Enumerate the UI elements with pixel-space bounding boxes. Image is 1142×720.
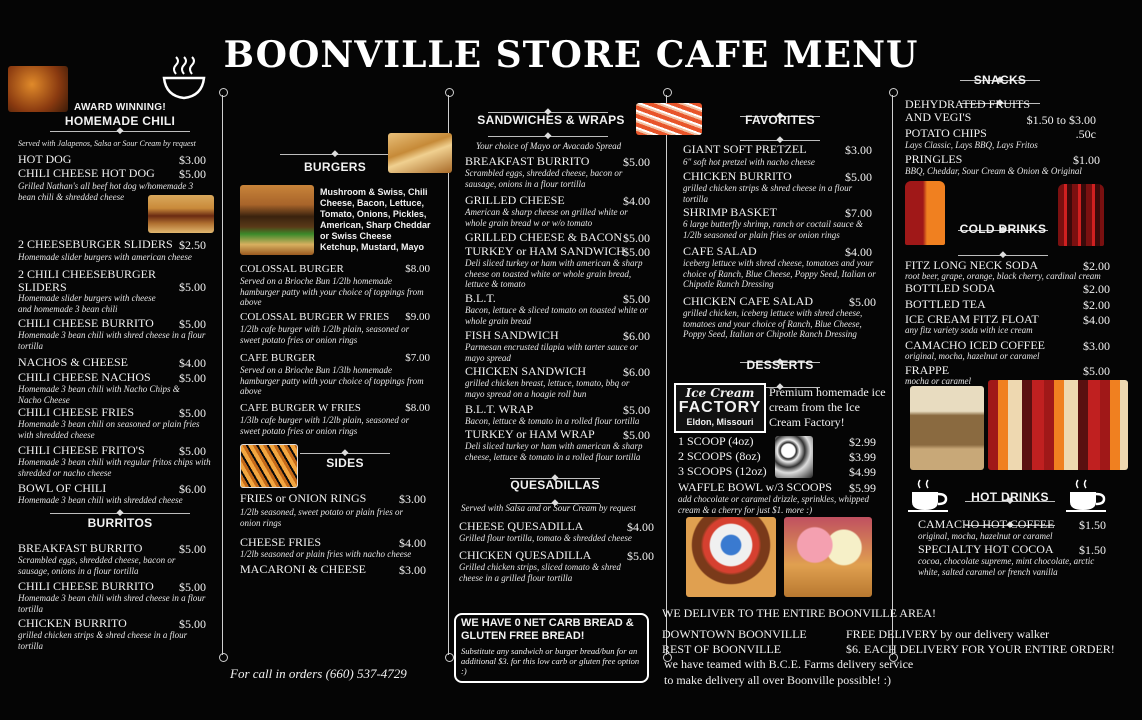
menu-item-name: TURKEY or HAM WRAP [465,427,595,441]
quesadillas-heading: QUESADILLAS [510,478,600,492]
menu-item-desc: Bacon, lettuce & tomato in a rolled flour tortilla [465,416,640,426]
burger-photo [240,185,314,255]
menu-item-desc: BBQ, Cheddar, Sour Cream & Onion & Original [905,166,1082,176]
menu-item-price: $5.00 [623,245,650,259]
menu-item-desc: Homemade 3 bean chili on seasoned or plain fries with shredded cheese [18,419,200,440]
menu-item-desc: Grilled Nathan's all beef hot dog w/homemade 3 bean chili & shredded cheese [18,181,194,202]
logo-line-2: FACTORY [678,399,762,416]
menu-item-price: $5.00 [179,444,206,458]
slider-photo [148,195,214,233]
menu-item-price: $5.00 [179,542,206,556]
menu-item-name: DEHYDRATED FRUITS AND VEGI'S [905,97,1031,124]
menu-item-name: SPECIALTY HOT COCOA [918,542,1054,556]
premium-ice-cream-text: Premium homemade ice cream from the Ice Cream Factory! [769,385,886,429]
menu-item-price: $6.00 [623,329,650,343]
delivery-zone-1-info: FREE DELIVERY by our delivery walker [846,627,1050,641]
menu-item-price: $3.00 [1083,339,1110,353]
menu-item-desc: Grilled flour tortilla, tomato & shredded cheese [459,533,632,543]
menu-item-price: $3.00 [399,492,426,506]
menu-item-desc: 1/2lb cafe burger with 1/2lb plain, seasoned or sweet potato fries or onion rings [240,324,410,345]
menu-item-price: $1.50 [1079,518,1106,532]
sides-heading: SIDES [326,456,364,470]
menu-item-name: CAFE BURGER W FRIES [240,402,361,414]
menu-item-price: $4.00 [399,536,426,550]
menu-item-name: COLOSSAL BURGER [240,263,344,275]
menu-item-desc: Scrambled eggs, shredded cheese, bacon or sausage, onions in a flour tortilla [465,168,623,189]
menu-item-name: GRILLED CHEESE [465,193,565,207]
carb-box-text: Substitute any sandwich or burger bread/bun for an additional $3. for this low carb or gluten free option :) [461,646,640,676]
menu-item-name: 2 CHILI CHEESEBURGER SLIDERS [18,267,156,294]
menu-item-price: $2.00 [1083,282,1110,296]
menu-item-name: CHICKEN BURRITO [683,169,792,183]
menu-item-name: FISH SANDWICH [465,328,559,342]
menu-item-desc: 6" soft hot pretzel with nacho cheese [683,157,815,167]
menu-item-desc: Homemade slider burgers with cheese and homemade 3 bean chili [18,293,156,314]
quesadillas-note: Served with Salsa and or Sour Cream by request [461,503,636,513]
menu-item-price: $5.99 [849,481,876,495]
menu-item-name: FRAPPE [905,363,950,377]
menu-item-name: 1 SCOOP (4oz) [678,434,754,448]
cold-drinks-heading: COLD DRINKS [959,222,1047,236]
menu-item-desc: original, mocha, hazelnut or caramel [918,531,1053,541]
menu-item-desc: Served on a Brioche Bun 1/3lb homemade hamburger patty with your choice of toppings from above [240,365,424,396]
menu-item-name: CAFE BURGER [240,352,316,364]
grilled-cheese-photo [388,133,452,173]
menu-item-price: $2.00 [1083,298,1110,312]
menu-item-name: MACARONI & CHEESE [240,562,367,576]
cookies-cream-photo [775,436,813,478]
ornament-divider [300,453,390,454]
menu-item-name: FRIES or ONION RINGS [240,491,367,505]
menu-item-name: B.L.T. WRAP [465,402,534,416]
menu-item-price: $4.00 [1083,313,1110,327]
menu-item-price: $2.50 [179,238,206,252]
menu-item-price: $4.99 [849,465,876,479]
favorites-heading: FAVORITES [745,113,815,127]
hot-drinks-heading: HOT DRINKS [971,490,1049,504]
menu-item-desc: Grilled chicken strips, sliced tomato & shred cheese in a grilled flour tortilla [459,562,621,583]
soup-bowl-icon [160,56,208,102]
menu-item-name: CHILI CHEESE FRIES [18,405,135,419]
menu-item-desc: Homemade 3 bean chili with shred cheese in a flour tortilla [18,593,206,614]
burger-toppings: Mushroom & Swiss, Chili Cheese, Bacon, Lettuce, Tomato, Onions, Pickles, American, Sharp Cheddar or Swiss Cheese Ketchup, Mustard, Mayo [320,187,431,252]
frappe-photo [910,386,984,470]
delivery-zone-2: REST OF BOONVILLE [662,642,782,656]
menu-item-price: $5.00 [623,292,650,306]
logo-line-1: Ice Cream [685,386,755,400]
delivery-headline: WE DELIVER TO THE ENTIRE BOONVILLE AREA! [662,606,936,620]
menu-item-desc: Deli sliced turkey or ham with american & sharp cheese, lettuce & tomato in a rolled flour tortilla [465,441,643,462]
menu-item-desc: grilled chicken strips & shred cheese in a flour tortilla [683,183,853,204]
call-in-phone: For call in orders (660) 537-4729 [230,666,407,681]
menu-item-price: .50c [1075,127,1096,141]
menu-item-price: $5.00 [623,155,650,169]
menu-item-price: $8.00 [405,263,430,275]
menu-item-name: CAMACHO HOT COFFEE [918,517,1055,531]
fitz-soda-photo [905,181,945,245]
menu-item-price: $7.00 [405,352,430,364]
menu-item-name: WAFFLE BOWL w/3 SCOOPS [678,480,832,494]
column-divider [666,95,667,655]
menu-item-desc: Homemade 3 bean chili with shred cheese in a flour tortilla [18,330,206,351]
desserts-heading: DESSERTS [746,358,814,372]
fries-photo [240,444,298,488]
column-divider [892,95,893,655]
menu-item-desc: original, mocha, hazelnut or caramel [905,351,1040,361]
menu-item-desc: cocoa, chocolate supreme, mint chocolate, arctic white, salted caramel or french vanilla [918,556,1095,577]
menu-item-price: $4.00 [845,245,872,259]
menu-item-desc: root beer, grape, orange, black cherry, cardinal cream [905,271,1101,281]
menu-item-price: $5.00 [179,280,206,294]
carb-bread-box [454,613,649,683]
menu-item-name: HOT DOG [18,152,72,166]
menu-item-price: $3.00 [399,563,426,577]
page-title: BOONVILLE STORE CAFE MENU [223,34,919,76]
ornament-divider [958,255,1048,256]
menu-item-name: SHRIMP BASKET [683,205,777,219]
menu-item-name: GRILLED CHEESE & BACON [465,230,622,244]
menu-item-price: $5.00 [179,617,206,631]
delivery-zone-1: DOWNTOWN BOONVILLE [662,627,807,641]
menu-item-desc: 1/2lb seasoned or plain fries with nacho cheese [240,549,412,559]
snacks-heading: SNACKS [973,73,1027,87]
menu-item-desc: Homemade 3 bean chili with Nacho Chips & Nacho Cheese [18,384,180,405]
menu-item-price: $3.00 [845,143,872,157]
menu-item-desc: Bacon, lettuce & sliced tomato on toasted white or whole grain bread [465,305,648,326]
menu-item-price: $5.00 [845,170,872,184]
menu-item-price: $7.00 [845,206,872,220]
menu-item-desc: Parmesan encrusted tilapia with tarter sauce or mayo spread [465,342,638,363]
ice-cream-factory-logo [674,383,766,433]
menu-item-name: ICE CREAM FITZ FLOAT [905,312,1039,326]
menu-item-name: POTATO CHIPS [905,126,987,140]
menu-item-name: CHILI CHEESE NACHOS [18,370,151,384]
menu-item-name: B.L.T. [465,291,496,305]
menu-item-desc: grilled chicken, iceberg lettuce with shred cheese, tomatoes and your choice of Ranch, Blue Cheese, Poppy Seed, Italian or Chipotle Ranch Dressing [683,308,863,339]
menu-item-desc: Lays Classic, Lays BBQ, Lays Fritos [905,140,1038,150]
ornament-divider [740,140,820,141]
menu-item-price: $5.00 [849,295,876,309]
menu-item-price: $9.00 [405,311,430,323]
menu-item-price: $5.00 [627,549,654,563]
column-divider [448,95,449,655]
menu-item-name: CHICKEN SANDWICH [465,364,586,378]
menu-item-price: $1.50 [1079,543,1106,557]
menu-item-desc: American & sharp cheese on grilled white or whole grain bread w or w/o tomato [465,207,628,228]
menu-item-desc: 1/2lb seasoned, sweet potato or plain fries or onion rings [240,507,403,528]
logo-line-3: Eldon, Missouri [686,417,754,427]
menu-item-name: NACHOS & CHEESE [18,355,129,369]
menu-item-price: $6.00 [623,365,650,379]
menu-item-name: CHILI CHEESE FRITO'S [18,443,145,457]
delivery-note-1: we have teamed with B.C.E. Farms delivery service [664,657,914,671]
menu-item-price: $5.00 [623,403,650,417]
menu-item-name: 3 SCOOPS (12oz) [678,464,767,478]
menu-item-price: $5.00 [179,580,206,594]
menu-item-price: $5.00 [1083,364,1110,378]
menu-item-name: BREAKFAST BURRITO [465,154,590,168]
ornament-divider [280,154,390,155]
menu-item-price: $3.00 [179,153,206,167]
chili-note: Served with Jalapenos, Salsa or Sour Cream by request [18,139,196,148]
menu-item-desc: Homemade 3 bean chili with shredded cheese [18,495,183,505]
menu-item-name: BOWL OF CHILI [18,481,107,495]
menu-item-name: CHEESE QUESADILLA [459,519,584,533]
delivery-note-2: to make delivery all over Boonville possible! :) [664,673,891,687]
carb-box-title: WE HAVE 0 NET CARB BREAD & GLUTEN FREE BREAD! [461,617,634,642]
menu-item-name: COLOSSAL BURGER W FRIES [240,311,390,323]
menu-item-price: $3.99 [849,450,876,464]
menu-item-price: $5.00 [179,317,206,331]
menu-item-price: $6.00 [179,482,206,496]
menu-item-name: CHILI CHEESE HOT DOG [18,166,155,180]
menu-item-name: CHICKEN CAFE SALAD [683,294,814,308]
menu-item-name: PRINGLES [905,152,963,166]
menu-item-desc: Deli sliced turkey or ham with american & sharp cheese on toasted white or whole grain bread, lettuce & tomato [465,258,643,289]
menu-item-desc: add chocolate or caramel drizzle, sprinkles, whipped cream & a cherry for just $1. more :) [678,494,869,515]
waffle-bowl-photo-1 [686,517,776,597]
menu-item-price: $4.00 [623,194,650,208]
menu-item-price: $2.99 [849,435,876,449]
waffle-bowl-photo-2 [784,517,872,597]
ornament-divider [488,136,608,137]
menu-item-price: $5.00 [179,406,206,420]
menu-item-name: CHILI CHEESE BURRITO [18,316,154,330]
sandwiches-heading: SANDWICHES & WRAPS [477,113,625,127]
chili-award: AWARD WINNING! [74,102,166,113]
menu-item-name: CHICKEN BURRITO [18,616,127,630]
fitz-float-photo [988,380,1128,470]
menu-item-name: CHICKEN QUESADILLA [459,548,592,562]
coffee-cup-icon [1064,476,1110,514]
menu-item-price: $1.00 [1073,153,1100,167]
menu-item-desc: mocha or caramel [905,376,971,386]
chili-photo [8,66,68,112]
menu-item-desc: grilled chicken breast, lettuce, tomato, bbq or mayo spread on a hoagie roll bun [465,378,630,399]
menu-item-price: $5.00 [623,428,650,442]
menu-item-price: $4.00 [179,356,206,370]
menu-item-desc: Homemade slider burgers with american cheese [18,252,192,262]
column-divider [222,95,223,655]
menu-item-name: BREAKFAST BURRITO [18,541,143,555]
menu-item-desc: Homemade 3 bean chili with regular fritos chips with shredded or nacho cheese [18,457,211,478]
menu-item-price: $8.00 [405,402,430,414]
delivery-zone-2-info: $6. EACH DELIVERY FOR YOUR ENTIRE ORDER! [846,642,1115,656]
menu-item-price: $5.00 [179,371,206,385]
menu-item-desc: any fitz variety soda with ice cream [905,325,1033,335]
menu-item-desc: 6 large butterfly shrimp, ranch or coctail sauce & 1/2lb seasoned or plain fries or onion rings [683,219,863,240]
bottled-soda-photo [1058,184,1104,246]
menu-item-name: 2 CHEESEBURGER SLIDERS [18,237,173,251]
menu-item-desc: grilled chicken strips & shred cheese in a flour tortilla [18,630,188,651]
menu-item-name: BOTTLED SODA [905,281,996,295]
menu-item-name: CAFE SALAD [683,244,757,258]
menu-item-name: 2 SCOOPS (8oz) [678,449,761,463]
menu-item-desc: iceberg lettuce with shred cheese, tomatoes and your choice of Ranch, Blue Cheese, Poppy Seed, Italian or Chipotle Ranch Dressing [683,258,876,289]
menu-item-name: GIANT SOFT PRETZEL [683,142,807,156]
menu-item-desc: 1/3lb cafe burger with 1/2lb plain, seasoned or sweet potato fries or onion rings [240,415,410,436]
menu-item-price: $5.00 [179,167,206,181]
menu-item-price: $1.50 to $3.00 [1026,113,1096,127]
menu-item-name: CHILI CHEESE BURRITO [18,579,154,593]
menu-item-price: $5.00 [623,231,650,245]
coffee-cup-icon [906,476,952,514]
menu-item-name: TURKEY or HAM SANDWICH [465,244,625,258]
menu-item-name: FITZ LONG NECK SODA [905,258,1038,272]
bacon-photo [636,103,702,135]
menu-item-price: $4.00 [627,520,654,534]
menu-item-name: CAMACHO ICED COFFEE [905,338,1046,352]
ornament-divider [50,513,190,514]
menu-item-price: $2.00 [1083,259,1110,273]
menu-item-desc: Served on a Brioche Bun 1/2lb homemade hamburger patty with your choice of toppings from above [240,276,424,307]
menu-item-desc: Scrambled eggs, shredded cheese, bacon or sausage, onions in a flour tortilla [18,555,176,576]
burgers-heading: BURGERS [303,160,367,174]
ornament-divider [50,131,190,132]
sandwiches-note: Your choice of Mayo or Avacado Spread [476,141,622,151]
chili-heading: HOMEMADE CHILI [64,114,176,128]
menu-item-name: CHEESE FRIES [240,535,322,549]
menu-item-name: BOTTLED TEA [905,297,986,311]
burritos-heading: BURRITOS [87,516,153,530]
